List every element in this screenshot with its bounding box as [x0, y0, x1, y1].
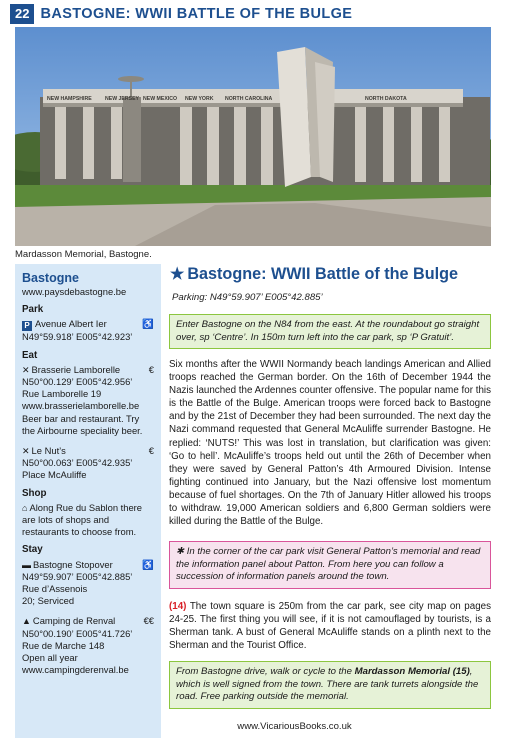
park-heading: Park: [22, 304, 44, 316]
parking-icon: P: [22, 321, 32, 331]
stay-address: Rue d’Assenois: [22, 583, 88, 595]
stay-entry: [22, 559, 154, 608]
sidebar-website[interactable]: www.paysdebastogne.be: [22, 286, 127, 297]
square-text: The town square is 250m from the car park, see city map on pages 24-25. The first thing you will see, if it is not camouflaged by tourists, is a Sherman tank. A bust of General McAuliffe stands on a plinth next to the Sherman and the Tourist Office.: [169, 601, 491, 652]
eat-name: Le Nut’s: [31, 445, 66, 457]
inscription-text: NORTH CAROLINA: [225, 96, 273, 102]
footer-website[interactable]: www.VicariousBooks.co.uk: [237, 721, 352, 732]
eat-address: Rue Lamborelle 19: [22, 388, 102, 400]
star-icon: ★: [170, 266, 185, 283]
stay-address: Rue de Marche 148: [22, 639, 105, 651]
article-title: [170, 264, 458, 284]
article-title-text: Bastogne: WWII Battle of the Bulge: [187, 265, 459, 283]
page-header-title: BASTOGNE: WWII BATTLE OF THE BULGE: [40, 5, 353, 22]
eat-website[interactable]: www.brasserielamborelle.be: [22, 400, 140, 412]
stay-coords: N49°59.907’ E005°42.885’: [22, 570, 133, 582]
price-indicator: €: [148, 363, 154, 375]
eat-coords: N50°00.063’ E005°42.935’: [22, 457, 133, 469]
photo-caption: Mardasson Memorial, Bastogne.: [15, 249, 152, 260]
cutlery-icon: ✕: [22, 446, 30, 457]
tent-icon: ▲: [22, 616, 31, 627]
stay-detail: 20; Serviced: [22, 595, 75, 607]
page-header: [0, 0, 529, 27]
shop-text: Along Rue du Sablon there are lots of shops and restaurants to choose from.: [22, 501, 143, 538]
eat-coords: N50°00.129’ E005°42.956’: [22, 376, 133, 388]
stay-heading: Stay: [22, 544, 43, 556]
inscription-text: NEW HAMPSHIRE: [47, 96, 92, 102]
tip-box: [169, 541, 491, 589]
park-coords: N49°59.918’ E005°42.923’: [22, 331, 133, 343]
park-name: Avenue Albert Ier: [35, 318, 107, 330]
price-indicator: €: [148, 445, 154, 457]
memorial-text-end: , which is well signed from the town. There are tank turrets alongside the road. Free parking outside the memorial.: [176, 666, 479, 703]
map-reference: (14): [169, 601, 187, 612]
memorial-text-start: From Bastogne drive, walk or cycle to the: [176, 666, 355, 677]
price-indicator: €€: [143, 615, 154, 627]
memorial-name: Mardasson Memorial (15): [354, 666, 470, 677]
eat-entry: [22, 445, 154, 482]
memorial-box: [169, 661, 491, 709]
directions-box: Enter Bastogne on the N84 from the east. At the roundabout go straight over, sp ‘Centre’. In 150m turn left into the car park, sp ‘P Gratuit’.: [169, 314, 491, 349]
page-footer: [0, 721, 529, 732]
shop-heading: Shop: [22, 487, 47, 499]
tip-text: In the corner of the car park visit General Patton’s memorial and read the information panel about Patton. From here you can follow a succession of information panels around the town.: [176, 546, 481, 583]
eat-entry: [22, 364, 154, 437]
info-sidebar: [15, 264, 161, 738]
park-entry: [22, 318, 154, 343]
eat-address: Place McAuliffe: [22, 469, 87, 481]
sidebar-title: Bastogne: [22, 271, 79, 285]
mardasson-memorial-photo: [15, 27, 491, 246]
inscription-text: NEW JERSEY: [105, 96, 140, 102]
stay-entry: [22, 615, 154, 676]
inscription-text: NORTH DAKOTA: [365, 96, 407, 102]
history-paragraph: Six months after the WWII Normandy beach landings American and Allied troops reached the German border. On the 16th of December 1944 the Nazis launched the Ardennes counter offensive. The popular name for this is the Battle of the Bulge. American troops were forced back to Bastogne and by the 21st of December they had been surrounded. The next day the Nazi command requested that General McAuliffe surrender Bastogne. He replied: ‘NUTS!’ This was lost in translation, but clarification was given: ‘Go to hell’. McAuliffe’s troops held out until the 26th of December when they were saved by General Patton’s 4th Armoured Division. Intense fighting continued into January, but the Nazi offensive lost momentum because of fuel shortages. On the 7th of January Hitler allowed his troops to withdraw. 19,000 American soldiers and 6,800 German soldiers were killed during the Battle of the Bulge.: [169, 359, 491, 528]
page-number: 22: [10, 4, 34, 24]
stay-name: Bastogne Stopover: [33, 558, 113, 570]
square-paragraph: [169, 600, 491, 652]
eat-heading: Eat: [22, 349, 38, 361]
inscription-text: NEW YORK: [185, 96, 214, 102]
shop-icon: ⌂: [22, 502, 28, 513]
parking-coords: Parking: N49°59.907’ E005°42.885’: [172, 292, 323, 303]
stay-detail: Open all year: [22, 652, 78, 664]
accessible-icon: ♿: [142, 318, 154, 330]
walk-icon: ✱: [176, 546, 187, 557]
accessible-icon: ♿: [142, 558, 154, 570]
stay-website[interactable]: www.campingderenval.be: [22, 664, 129, 676]
eat-description: Beer bar and restaurant. Try the Airbourne speciality beer.: [22, 412, 143, 436]
eat-name: Brasserie Lamborelle: [31, 363, 121, 375]
cutlery-icon: ✕: [22, 364, 30, 375]
inscription-text: NEW MEXICO: [143, 96, 178, 102]
motorhome-icon: ▬: [22, 559, 31, 570]
shop-entry: [22, 502, 154, 539]
stay-name: Camping de Renval: [32, 615, 116, 627]
stay-coords: N50°00.190’ E005°41.726’: [22, 627, 133, 639]
